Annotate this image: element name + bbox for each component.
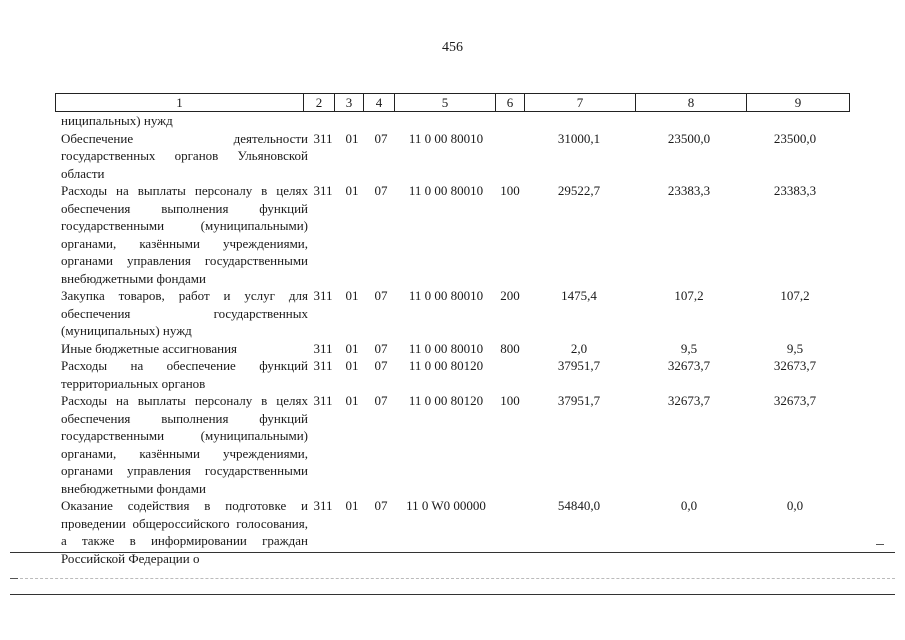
cell-target-article: 11 0 00 80010: [408, 288, 484, 303]
col-header-3: 3: [335, 94, 364, 112]
cell-ministry: [308, 112, 338, 130]
cell-subsection: 07: [374, 183, 388, 198]
cell-target-article: 11 0 00 80120: [408, 358, 484, 373]
row-name: Обеспечение деятельности государственных органов Ульяновской области: [61, 130, 308, 181]
cell-target-article: 11 0 00 80010: [408, 340, 484, 356]
column-number-row: [56, 94, 850, 112]
cell-ministry: 311: [313, 498, 333, 513]
cell-amount-2: [634, 112, 744, 130]
cell-ministry: 311: [313, 393, 333, 408]
cell-amount-1: 2,0: [570, 340, 588, 356]
cell-expense-type: 200: [500, 288, 520, 303]
cell-amount-3: 23383,3: [773, 183, 817, 198]
table-row: [55, 182, 846, 287]
cell-amount-1: 37951,7: [557, 358, 601, 373]
table-row: [55, 392, 846, 497]
cell-section: [338, 112, 366, 130]
cell-amount-2: 9,5: [680, 340, 698, 356]
cell-amount-1: 31000,1: [557, 130, 601, 146]
row-name: Оказание содействия в подготовке и проведении общероссийского голосования, а также в информировании граждан Российской Федерации о: [61, 498, 308, 566]
cell-expense-type: 100: [500, 183, 520, 198]
page-number: 456: [442, 40, 463, 55]
scan-mark: [876, 544, 884, 545]
col-header-2: 2: [304, 94, 335, 112]
cell-target-article: 11 0 00 80010: [408, 183, 484, 198]
cell-amount-2: 32673,7: [667, 358, 711, 373]
budget-table: [55, 112, 846, 567]
cell-amount-3: 0,0: [786, 498, 804, 513]
row-name: Расходы на выплаты персоналу в целях обеспечения выполнения функций государственными (муниципальными) органами, казёнными учреждениями, органами управления государственными внебюджетными фондами: [61, 183, 308, 286]
cell-amount-2: 23500,0: [667, 130, 711, 146]
cell-expense-type: [496, 112, 524, 130]
cell-section: 01: [345, 498, 359, 513]
col-header-4: 4: [364, 94, 395, 112]
cell-subsection: 07: [374, 358, 388, 373]
row-name: ниципальных) нужд: [61, 113, 173, 128]
cell-subsection: 07: [374, 393, 388, 408]
cell-expense-type: [496, 357, 524, 392]
table-row: [55, 497, 846, 567]
cell-amount-3: 23500,0: [773, 130, 817, 146]
row-name: Иные бюджетные ассигнования: [61, 340, 238, 356]
cell-target-article: [396, 112, 496, 130]
table-row: [55, 130, 846, 183]
cell-amount-2: 32673,7: [667, 393, 711, 408]
cell-section: 01: [345, 130, 359, 146]
column-header-table: [55, 93, 850, 112]
col-header-7: 7: [525, 94, 636, 112]
cell-ministry: 311: [313, 340, 333, 356]
cell-section: 01: [345, 288, 359, 303]
cell-expense-type: 800: [500, 340, 520, 356]
cell-ministry: 311: [313, 183, 333, 198]
cell-amount-3: 32673,7: [773, 393, 817, 408]
col-header-1: 1: [56, 94, 304, 112]
cell-section: 01: [345, 393, 359, 408]
cell-amount-2: 0,0: [680, 498, 698, 513]
table-row: [55, 340, 846, 358]
page-bottom-line: [10, 594, 895, 595]
page-fold-line: [10, 552, 895, 553]
row-name: Закупка товаров, работ и услуг для обеспечения государственных (муниципальных) нужд: [61, 288, 308, 338]
cell-expense-type: 100: [500, 393, 520, 408]
col-header-8: 8: [636, 94, 747, 112]
cell-subsection: 07: [374, 498, 388, 513]
col-header-9: 9: [747, 94, 850, 112]
cell-amount-3: 32673,7: [773, 358, 817, 373]
cell-subsection: 07: [374, 340, 388, 356]
cell-amount-3: 9,5: [786, 340, 804, 356]
cell-target-article: 11 0 00 80010: [408, 130, 484, 146]
scan-noise-line: [10, 578, 895, 579]
cell-amount-1: [524, 112, 634, 130]
cell-target-article: 11 0 00 80120: [408, 393, 484, 408]
cell-amount-2: 107,2: [674, 288, 704, 303]
cell-ministry: 311: [313, 130, 333, 146]
cell-amount-3: [744, 112, 846, 130]
row-name: Расходы на выплаты персоналу в целях обеспечения выполнения функций государственными (муниципальными) органами, казёнными учреждениями, органами управления государственными внебюджетными фондами: [61, 393, 308, 496]
cell-subsection: [366, 112, 396, 130]
cell-subsection: 07: [374, 288, 388, 303]
table-row: [55, 357, 846, 392]
cell-subsection: 07: [374, 130, 388, 146]
table-row: [55, 112, 846, 130]
cell-amount-2: 23383,3: [667, 183, 711, 198]
cell-amount-1: 29522,7: [557, 183, 601, 198]
cell-amount-1: 37951,7: [557, 393, 601, 408]
cell-expense-type: [496, 497, 524, 567]
cell-amount-1: 1475,4: [561, 288, 597, 303]
table-row: [55, 287, 846, 340]
col-header-5: 5: [395, 94, 496, 112]
cell-amount-3: 107,2: [780, 288, 810, 303]
cell-amount-1: 54840,0: [557, 498, 601, 513]
cell-ministry: 311: [313, 288, 333, 303]
cell-target-article: 11 0 W0 00000: [406, 498, 486, 513]
cell-section: 01: [345, 358, 359, 373]
col-header-6: 6: [496, 94, 525, 112]
row-name: Расходы на обеспечение функций территориальных органов: [61, 358, 308, 391]
scan-mark: [10, 578, 18, 579]
cell-ministry: 311: [313, 358, 333, 373]
cell-section: 01: [345, 340, 359, 356]
cell-expense-type: [496, 130, 524, 183]
cell-section: 01: [345, 183, 359, 198]
